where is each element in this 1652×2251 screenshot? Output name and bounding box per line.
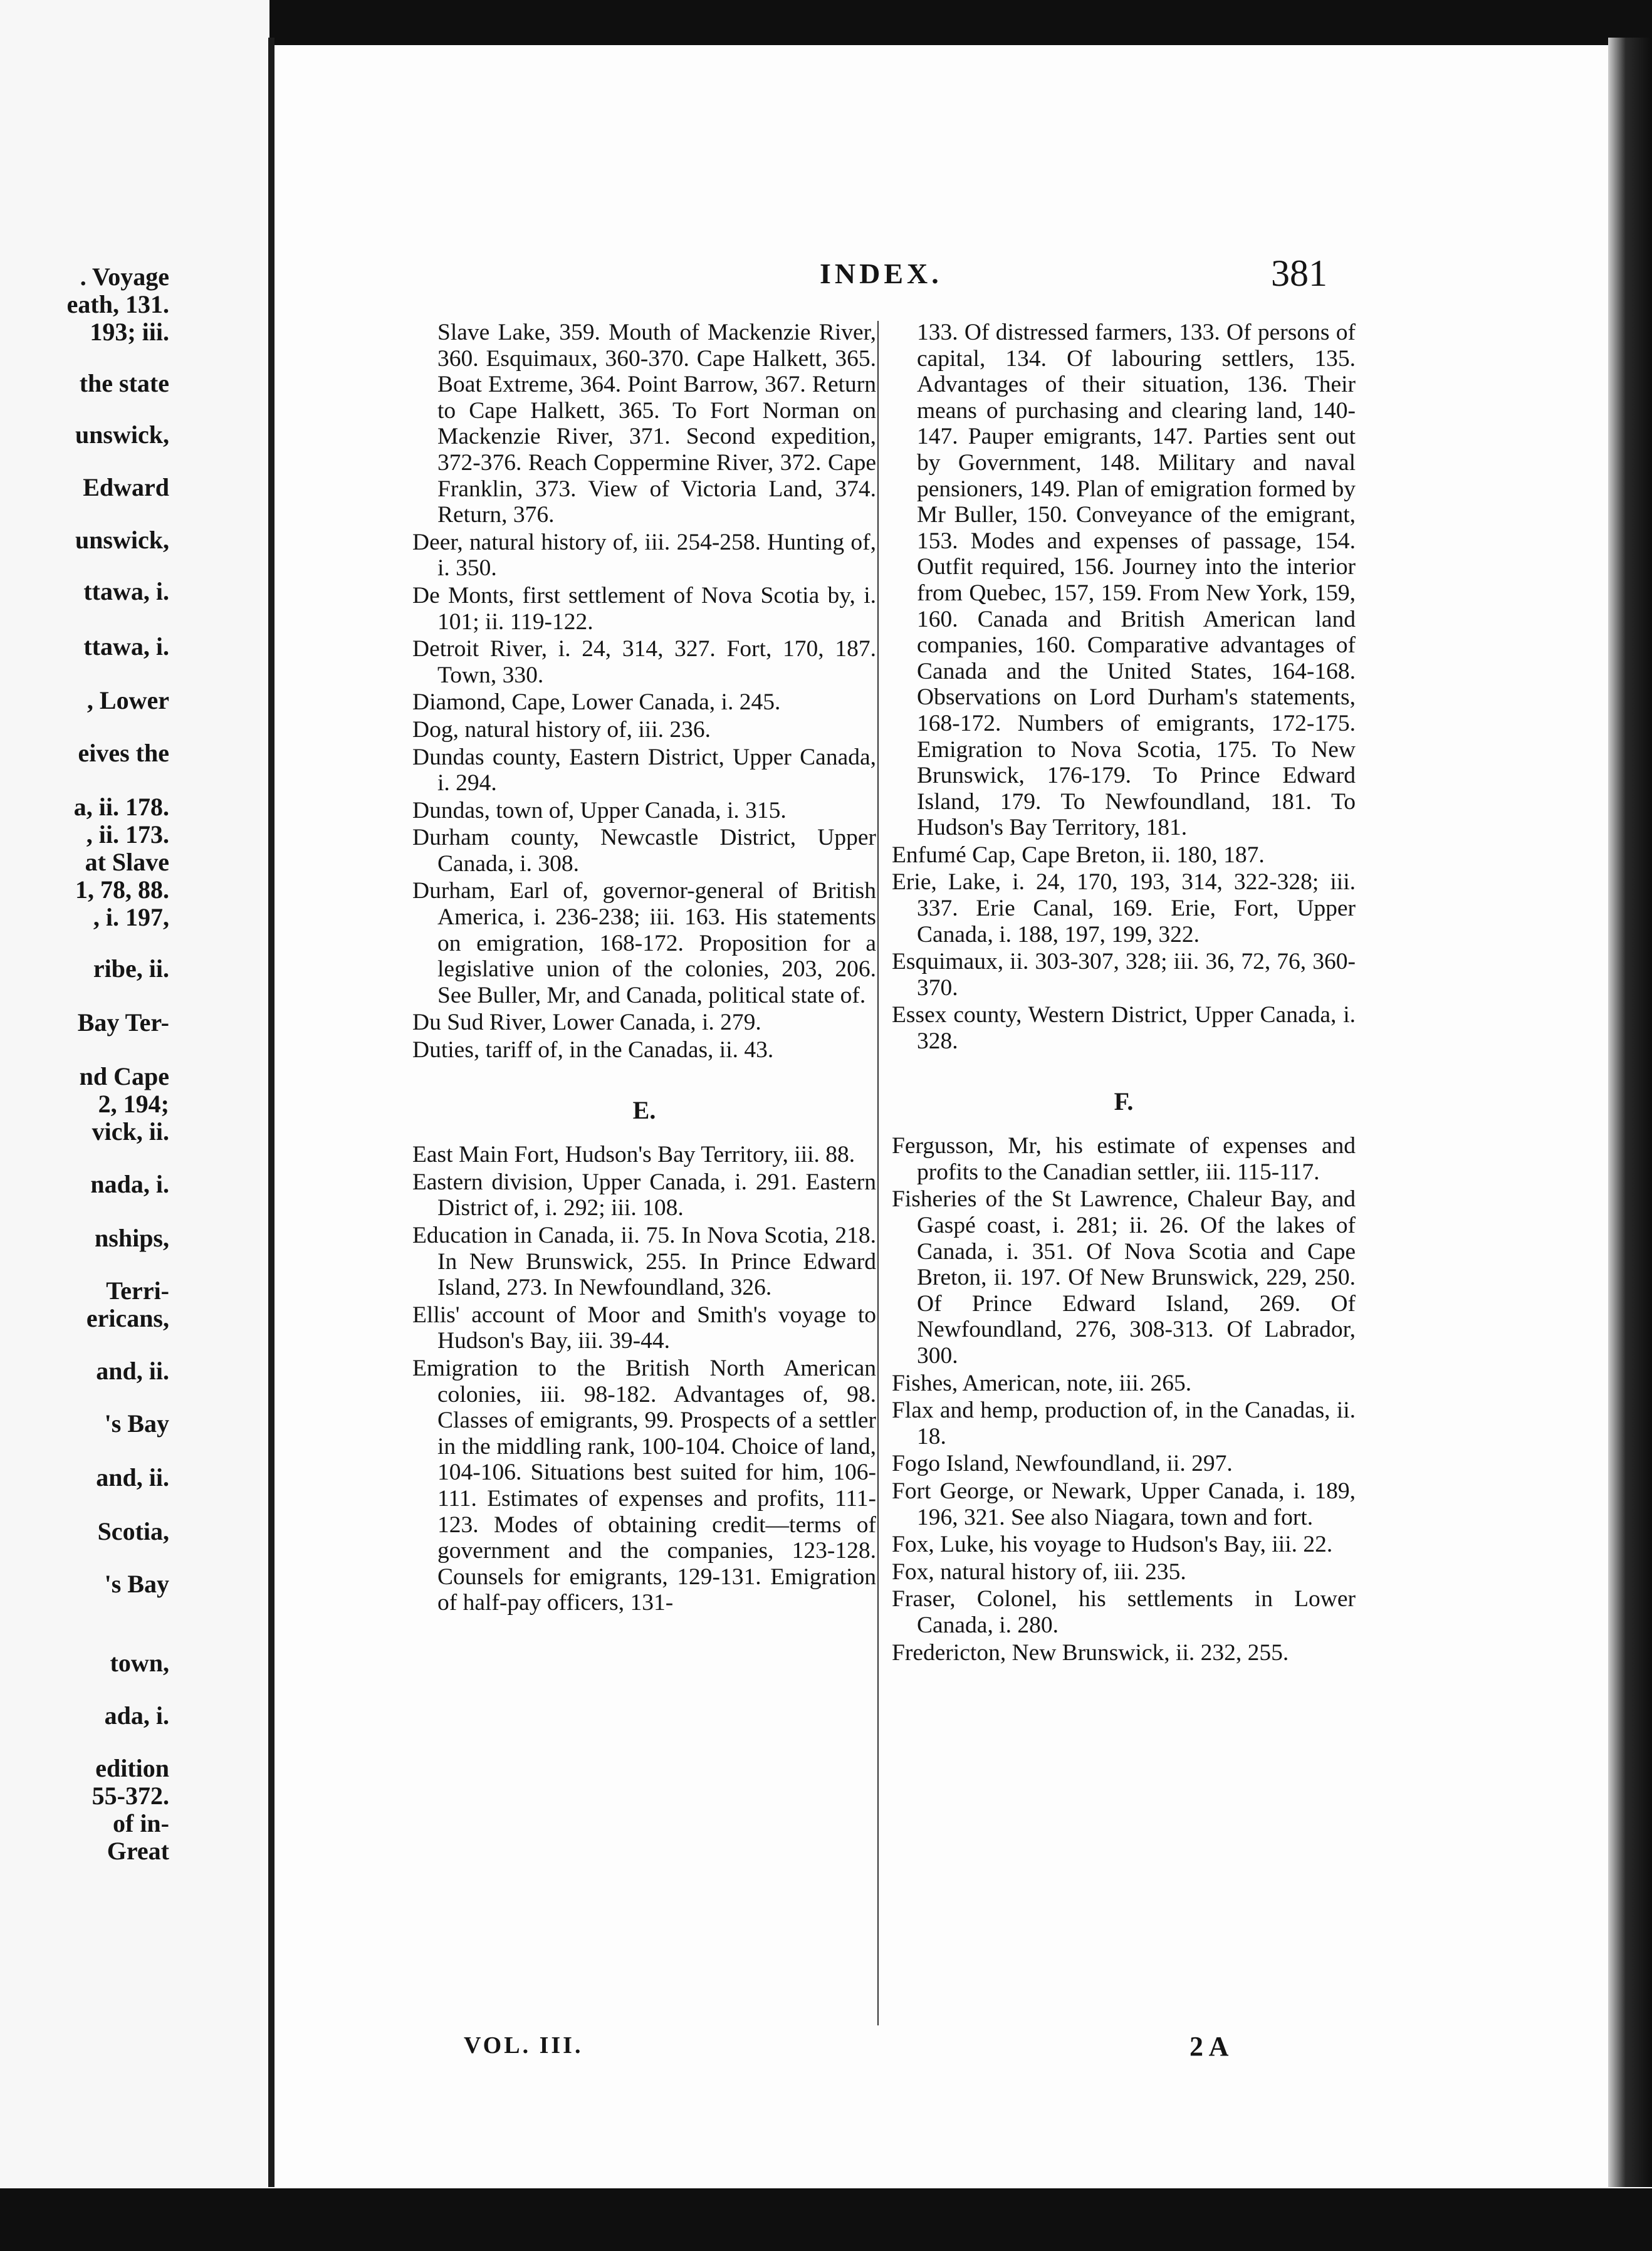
index-entry: Duties, tariff of, in the Canadas, ii. 43. <box>412 1037 774 1063</box>
facing-page-line: 's Bay <box>104 1570 169 1598</box>
facing-page-line: and, ii. <box>96 1463 169 1491</box>
index-entry: Fraser, Colonel, his settlements in Lower Canada, i. 280. <box>892 1586 1356 1638</box>
index-entry: Fox, natural history of, iii. 235. <box>892 1559 1186 1585</box>
index-entry: Fogo Island, Newfoundland, ii. 297. <box>892 1451 1233 1477</box>
index-entry-continuation: Slave Lake, 359. Mouth of Mackenzie River, 360. Esquimaux, 360-370. Cape Halkett, 365. Boat Extreme, 364. Point Barrow, 367. Return to Cape Halkett, 365. To Fort Norman on Mackenzie River, 371. Second expedition, 372-376. Reach Coppermine River, 372. Cape Franklin, 373. View of Victoria Land, 374. Return, 376. <box>437 320 876 528</box>
signature-mark: 2 A <box>1189 2031 1229 2062</box>
facing-page-line: ttawa, i. <box>83 577 169 605</box>
facing-page-line: ribe, ii. <box>93 954 169 983</box>
index-entry: Fort George, or Newark, Upper Canada, i. 189, 196, 321. See also Niagara, town and fort. <box>892 1478 1356 1530</box>
index-entry: Durham county, Newcastle District, Upper Canada, i. 308. <box>412 825 876 877</box>
index-entry: Emigration to the British North American colonies, iii. 98-182. Advantages of, 98. Classes of emigrants, 99. Prospects of a settler in the middling rank, 100-104. Choice of land, 104-106. Situations best suited for him, 106-111. Estimates of expenses and profits, 111-123. Modes of obtaining credit—terms of government and the companies, 123-128. Counsels for emigrants, 129-131. Emigration of half-pay officers, 131- <box>412 1355 876 1616</box>
index-entry: Fredericton, New Brunswick, ii. 232, 255. <box>892 1639 1289 1666</box>
facing-page-line: ericans, <box>86 1304 169 1332</box>
facing-page-line: , Lower <box>86 686 169 714</box>
index-page <box>274 45 1608 2188</box>
index-entries-f <box>892 1133 1356 1666</box>
facing-page-line: ada, i. <box>104 1701 169 1730</box>
index-entry: Esquimaux, ii. 303-307, 328; iii. 36, 72, 76, 360-370. <box>892 949 1356 1001</box>
index-entry: Deer, natural history of, iii. 254-258. Hunting of, i. 350. <box>412 529 876 582</box>
section-heading-f: F. <box>1114 1087 1134 1115</box>
facing-page-line: Great <box>107 1837 169 1865</box>
facing-page-line: nada, i. <box>90 1170 169 1198</box>
index-entry: Dog, natural history of, iii. 236. <box>412 716 711 743</box>
facing-page-line: edition <box>95 1754 169 1782</box>
index-entry: Dundas county, Eastern District, Upper Canada, i. 294. <box>412 744 876 796</box>
facing-page-line: , i. 197, <box>93 903 169 931</box>
running-head: INDEX. <box>820 258 943 290</box>
index-entry: Detroit River, i. 24, 314, 327. Fort, 170, 187. Town, 330. <box>412 636 876 688</box>
facing-page-line: the state <box>79 369 169 397</box>
facing-page-line: Terri- <box>106 1277 169 1305</box>
facing-page-line: nd Cape <box>79 1062 169 1090</box>
page-gutter <box>268 38 274 2187</box>
index-entry: Fergusson, Mr, his estimate of expenses and profits to the Canadian settler, iii. 115-117. <box>892 1133 1356 1185</box>
section-heading-e: E. <box>632 1095 656 1124</box>
index-entries-e-cont <box>892 842 1356 1055</box>
index-entry: Eastern division, Upper Canada, i. 291. Eastern District of, i. 292; iii. 108. <box>412 1169 876 1221</box>
index-column-right <box>892 320 1356 1667</box>
index-entry-continuation: 133. Of distressed farmers, 133. Of persons of capital, 134. Of labouring settlers, 135. Advantages of their situation, 136. Their means of purchasing and clearing land, 140-147. Pauper emigrants, 147. Parties sent out by Government, 148. Military and naval pensioners, 149. Plan of emigration formed by Mr Buller, 150. Conveyance of the emigrant, 153. Modes and expenses of passage, 154. Outfit required, 156. Journey into the interior from Quebec, 157, 159. From New York, 159, 160. Canada and British American land companies, 160. Comparative advantages of Canada and the United States, 164-168. Observations on Lord Durham's statements, 168-172. Numbers of emigrants, 172-175. Emigration to Nova Scotia, 175. To New Brunswick, 176-179. To Prince Edward Island, 179. To Newfoundland, 181. To Hudson's Bay Territory, 181. <box>917 320 1356 841</box>
facing-page-line: Bay Ter- <box>77 1008 169 1037</box>
index-entry: Erie, Lake, i. 24, 170, 193, 314, 322-328; iii. 337. Erie Canal, 169. Erie, Fort, Upper Canada, i. 188, 197, 199, 322. <box>892 869 1356 948</box>
facing-page-line: unswick, <box>75 420 169 449</box>
index-entry: Dundas, town of, Upper Canada, i. 315. <box>412 797 787 823</box>
facing-page-line: 55-372. <box>91 1782 169 1810</box>
facing-page-line: unswick, <box>75 526 169 554</box>
facing-page-line: , ii. 173. <box>86 820 169 849</box>
index-entry: Ellis' account of Moor and Smith's voyage to Hudson's Bay, iii. 39-44. <box>412 1302 876 1354</box>
facing-page-line: 's Bay <box>104 1409 169 1438</box>
facing-page-line: . Voyage <box>80 263 169 291</box>
facing-page-line: at Slave <box>85 848 169 876</box>
index-entry: Essex county, Western District, Upper Canada, i. 328. <box>892 1002 1356 1055</box>
index-entry: East Main Fort, Hudson's Bay Territory, iii. 88. <box>412 1142 855 1168</box>
column-rule <box>877 321 879 2025</box>
facing-page-line: eives the <box>78 739 169 767</box>
facing-page-line: 1, 78, 88. <box>75 875 169 904</box>
facing-page-line: vick, ii. <box>91 1117 169 1146</box>
facing-page-line: Scotia, <box>97 1517 169 1545</box>
index-entry: Fisheries of the St Lawrence, Chaleur Bay, and Gaspé coast, i. 281; ii. 26. Of the lakes of Canada, i. 351. Of Nova Scotia and Cape Breton, ii. 197. Of New Brunswick, 229, 250. Of Prince Edward Island, 269. Of Newfoundland, 276, 308-313. Of Labrador, 300. <box>892 1186 1356 1369</box>
facing-page-line: town, <box>110 1649 169 1677</box>
facing-page-line: Edward <box>83 473 169 501</box>
index-entry: Enfumé Cap, Cape Breton, ii. 180, 187. <box>892 842 1265 868</box>
facing-page-line: ttawa, i. <box>83 632 169 661</box>
index-entries-e <box>412 1142 876 1616</box>
index-entry: Flax and hemp, production of, in the Canadas, ii. 18. <box>892 1397 1356 1449</box>
scan-right-edge <box>1608 38 1652 2187</box>
facing-page-line: eath, 131. <box>66 290 169 318</box>
facing-page-line: 2, 194; <box>98 1090 169 1118</box>
facing-page-fragment <box>0 263 263 1993</box>
index-entry: De Monts, first settlement of Nova Scotia by, i. 101; ii. 119-122. <box>412 582 876 635</box>
index-entry: Diamond, Cape, Lower Canada, i. 245. <box>412 689 781 716</box>
index-entry: Fishes, American, note, iii. 265. <box>892 1370 1192 1396</box>
facing-page-line: 193; iii. <box>90 318 169 346</box>
volume-label: VOL. III. <box>464 2032 583 2059</box>
index-column-left <box>412 320 876 1617</box>
facing-page-line: nships, <box>95 1224 169 1252</box>
facing-page-line: and, ii. <box>96 1357 169 1385</box>
page-number: 381 <box>1271 253 1327 294</box>
index-entry: Du Sud River, Lower Canada, i. 279. <box>412 1010 761 1036</box>
facing-page-line: a, ii. 178. <box>73 793 169 821</box>
page-header <box>274 253 1608 301</box>
index-entry: Education in Canada, ii. 75. In Nova Scotia, 218. In New Brunswick, 255. In Prince Edward Island, 273. In Newfoundland, 326. <box>412 1223 876 1301</box>
scan-bottom-border <box>0 2188 1652 2251</box>
facing-page-line: of in- <box>113 1809 169 1837</box>
index-entry: Fox, Luke, his voyage to Hudson's Bay, iii. 22. <box>892 1532 1333 1558</box>
index-entry: Durham, Earl of, governor-general of British America, i. 236-238; iii. 163. His statements on emigration, 168-172. Proposition for a legislative union of the colonies, 203, 206. See Buller, Mr, and Canada, political state of. <box>412 878 876 1008</box>
index-entries-d <box>412 530 876 1063</box>
